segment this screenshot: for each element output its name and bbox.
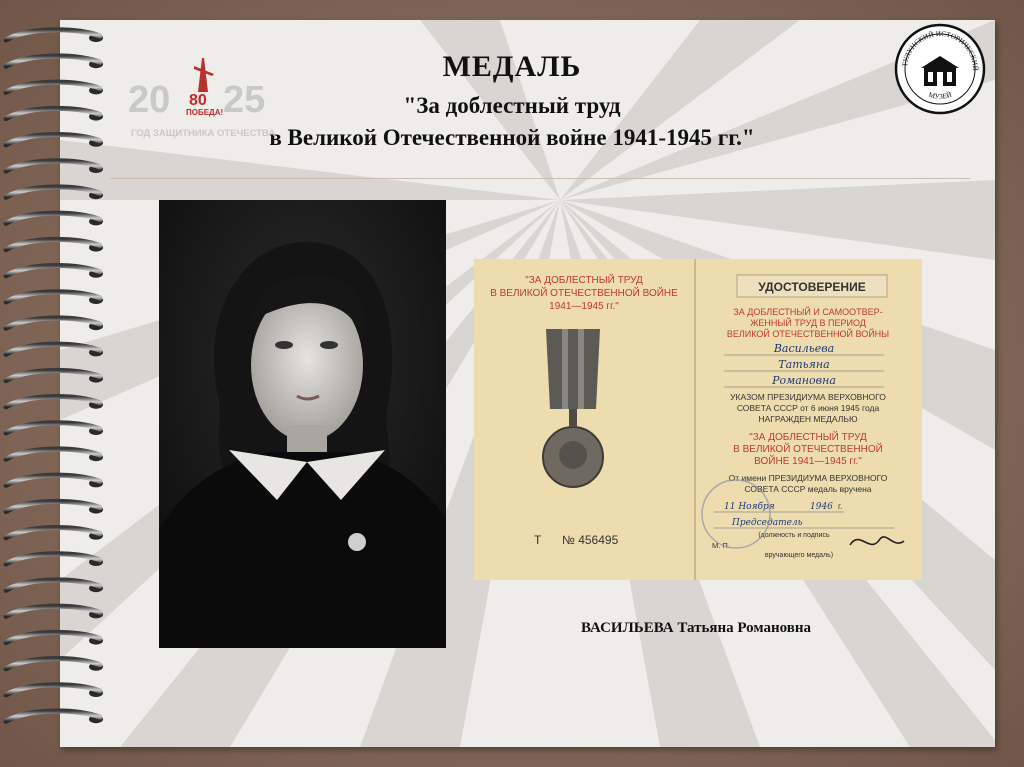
cert-surname: Васильева: [773, 342, 835, 355]
binding-ring: [6, 187, 100, 197]
cert-decree-1: УКАЗОМ ПРЕЗИДИУМА ВЕРХОВНОГО: [730, 392, 886, 402]
museum-top-text: ТУЛУНСКИЙ ИСТОРИЧЕСКИЙ: [901, 29, 980, 71]
binding-ring: [6, 659, 100, 669]
binding-ring: [6, 475, 100, 485]
cert-year: 1946: [810, 502, 833, 512]
binding-ring: [6, 632, 100, 642]
badge-number: 80: [189, 92, 207, 109]
year-right: 25: [223, 79, 266, 121]
binding-ring: [6, 501, 100, 511]
binding-ring: [6, 318, 100, 328]
cert-signer: Председатель: [732, 518, 803, 528]
victory-80-logo: [128, 52, 278, 147]
cert-patronymic: Романовна: [772, 374, 836, 387]
binding-ring: [6, 580, 100, 590]
cert-decree-3: НАГРАЖДЕН МЕДАЛЬЮ: [758, 414, 858, 424]
binding-ring: [6, 397, 100, 407]
page-subtitle-line1: "За доблестный труд: [403, 93, 621, 118]
page-title: МЕДАЛЬ: [442, 50, 582, 83]
binding-ring: [6, 213, 100, 223]
cert-title: УДОСТОВЕРЕНИЕ: [758, 280, 866, 294]
portrait-photo: [159, 200, 446, 648]
binding-ring: [6, 449, 100, 459]
page-subtitle-line2: в Великой Отечественной войне 1941-1945 гг.": [269, 125, 755, 150]
badge-text: ПОБЕДА!: [186, 108, 224, 117]
cert-left-heading-2: В ВЕЛИКОЙ ОТЕЧЕСТВЕННОЙ ВОЙНЕ: [490, 288, 678, 299]
certificate-drawing: [474, 259, 922, 580]
cert-handing-caption: вручающего медаль): [764, 552, 834, 559]
photo-caption: ВАСИЛЬЕВА Татьяна Романовна: [580, 620, 812, 636]
binding-ring: [6, 239, 100, 249]
cert-left-heading-3: 1941—1945 гг.": [549, 301, 619, 312]
cert-reason-3: ВЕЛИКОЙ ОТЕЧЕСТВЕННОЙ ВОЙНЫ: [726, 329, 890, 339]
cert-decree-2: СОВЕТА СССР от 6 июня 1945 года: [736, 403, 880, 413]
binding-ring: [6, 344, 100, 354]
museum-bottom-text: МУЗЕЙ: [927, 90, 953, 101]
logo-caption: ГОД ЗАЩИТНИКА ОТЕЧЕСТВА: [131, 128, 276, 139]
cert-reason-2: ЖЕННЫЙ ТРУД В ПЕРИОД: [750, 318, 866, 328]
binding-ring: [6, 161, 100, 171]
cert-handed-1: От имени ПРЕЗИДИУМА ВЕРХОВНОГО: [728, 473, 888, 483]
binding-ring: [6, 528, 100, 538]
museum-logo: [893, 22, 987, 116]
cert-series: Т: [534, 533, 542, 547]
cert-mp: М. П.: [712, 541, 730, 550]
victory-logo-graphic: [128, 52, 278, 147]
cert-date: 11 Ноября: [724, 502, 775, 512]
cert-handed-2: СОВЕТА СССР медаль вручена: [744, 484, 872, 494]
binding-ring: [6, 292, 100, 302]
cert-medal-2: В ВЕЛИКОЙ ОТЕЧЕСТВЕННОЙ: [733, 444, 883, 455]
binding-ring: [6, 554, 100, 564]
year-left: 20: [128, 79, 171, 121]
cert-first-name: Татьяна: [778, 358, 830, 371]
portrait-drawing: [159, 200, 446, 648]
binding-ring: [6, 711, 100, 721]
binding-ring: [6, 370, 100, 380]
museum-seal-graphic: [893, 22, 987, 116]
medal-certificate: [474, 259, 922, 580]
cert-reason-1: ЗА ДОБЛЕСТНЫЙ И САМООТВЕР-: [733, 307, 883, 317]
cert-year-suffix: г.: [838, 502, 843, 511]
cert-number: № 456495: [562, 533, 619, 547]
cert-left-heading-1: "ЗА ДОБЛЕСТНЫЙ ТРУД: [525, 275, 643, 286]
cert-position-caption: (должность и подпись: [758, 532, 830, 539]
binding-ring: [6, 266, 100, 276]
cert-medal-3: ВОЙНЕ 1941—1945 гг.": [754, 456, 862, 467]
binding-ring: [6, 606, 100, 616]
binding-ring: [6, 685, 100, 695]
cert-medal-1: "ЗА ДОБЛЕСТНЫЙ ТРУД: [749, 432, 867, 443]
binding-ring: [6, 30, 100, 40]
binding-ring: [6, 423, 100, 433]
title-divider: [110, 178, 970, 179]
